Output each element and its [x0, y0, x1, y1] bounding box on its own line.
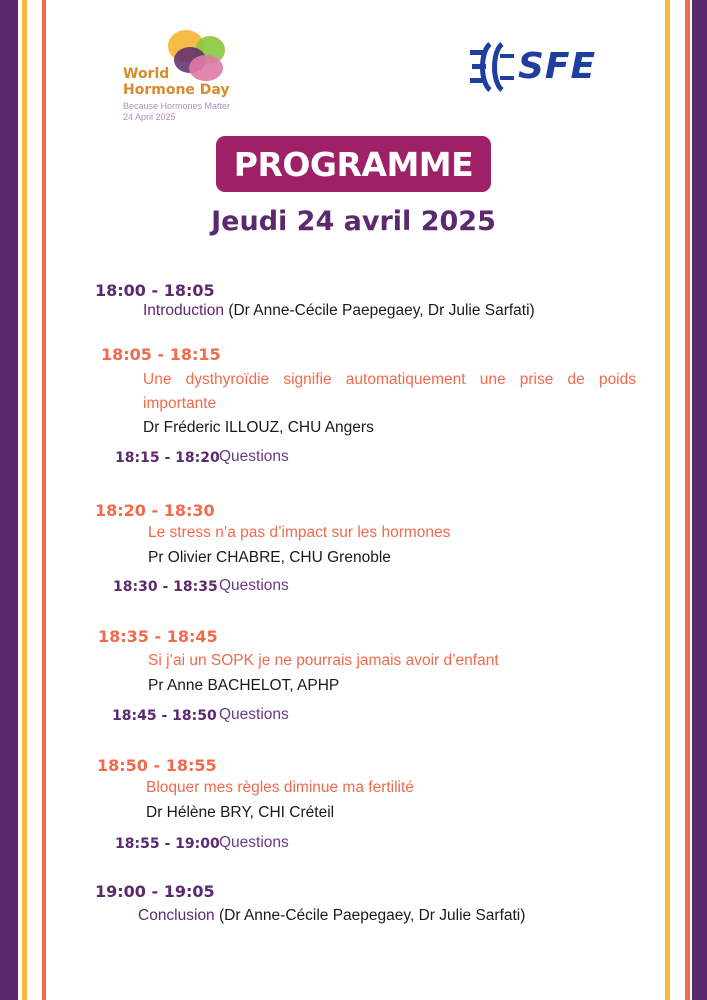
whd-date: 24 April 2025	[123, 112, 176, 122]
talk2-title: Le stress n’a pas d’impact sur les hormones	[148, 524, 451, 541]
talk4-questions-label: Questions	[219, 834, 289, 851]
talk1-time: 18:05 - 18:15	[101, 345, 221, 364]
event-date: Jeudi 24 avril 2025	[211, 206, 496, 237]
talk2-questions-time: 18:30 - 18:35	[113, 579, 218, 595]
talk1-speaker: Dr Fréderic ILLOUZ, CHU Angers	[143, 419, 374, 436]
talk3-questions-label: Questions	[219, 706, 289, 723]
right-stripe-orange	[685, 0, 690, 1000]
whd-tagline: Because Hormones Matter	[123, 101, 231, 111]
left-stripe-purple	[0, 0, 18, 1000]
talk4-time: 18:50 - 18:55	[97, 756, 217, 775]
talk1-title: Une dysthyroïdie signifie automatiquement une prise de poids importante	[143, 371, 636, 412]
talk1-questions-label: Questions	[219, 448, 289, 465]
whd-line1: World	[123, 66, 170, 82]
left-stripe-orange	[42, 0, 46, 1000]
conclusion-line	[138, 907, 525, 925]
intro-line	[143, 302, 535, 320]
talk3-time: 18:35 - 18:45	[98, 627, 218, 646]
talk3-title: Si j’ai un SOPK je ne pourrais jamais avoir d’enfant	[148, 652, 499, 669]
talk2-time: 18:20 - 18:30	[95, 501, 215, 520]
conclusion-title: Conclusion	[138, 907, 215, 924]
programme-badge-text: PROGRAMME	[233, 144, 474, 184]
programme-badge	[216, 136, 491, 192]
right-stripe-purple	[692, 0, 707, 1000]
sfe-emblem-icon	[470, 42, 516, 92]
talk1-questions-time: 18:15 - 18:20	[115, 450, 220, 466]
whd-line2: Hormone Day	[123, 82, 230, 98]
intro-time: 18:00 - 18:05	[95, 281, 215, 300]
talk2-questions-label: Questions	[219, 577, 289, 594]
intro-title: Introduction	[143, 302, 224, 319]
intro-desc: (Dr Anne-Cécile Paepegaey, Dr Julie Sarfati)	[228, 302, 535, 319]
talk4-speaker: Dr Hélène BRY, CHI Créteil	[146, 804, 335, 821]
talk4-questions-time: 18:55 - 19:00	[115, 836, 220, 852]
left-stripe-yellow	[22, 0, 27, 1000]
conclusion-time: 19:00 - 19:05	[95, 882, 215, 901]
talk4-title: Bloquer mes règles diminue ma fertilité	[146, 779, 414, 796]
talk3-questions-time: 18:45 - 18:50	[112, 708, 217, 724]
world-hormone-day-logo	[120, 28, 240, 128]
sfe-logo	[470, 40, 620, 96]
sfe-text: SFE	[518, 46, 597, 87]
talk3-speaker: Pr Anne BACHELOT, APHP	[148, 677, 340, 694]
conclusion-desc: (Dr Anne-Cécile Paepegaey, Dr Julie Sarfati)	[219, 907, 526, 924]
talk2-speaker: Pr Olivier CHABRE, CHU Grenoble	[148, 549, 391, 566]
right-stripe-yellow	[665, 0, 670, 1000]
